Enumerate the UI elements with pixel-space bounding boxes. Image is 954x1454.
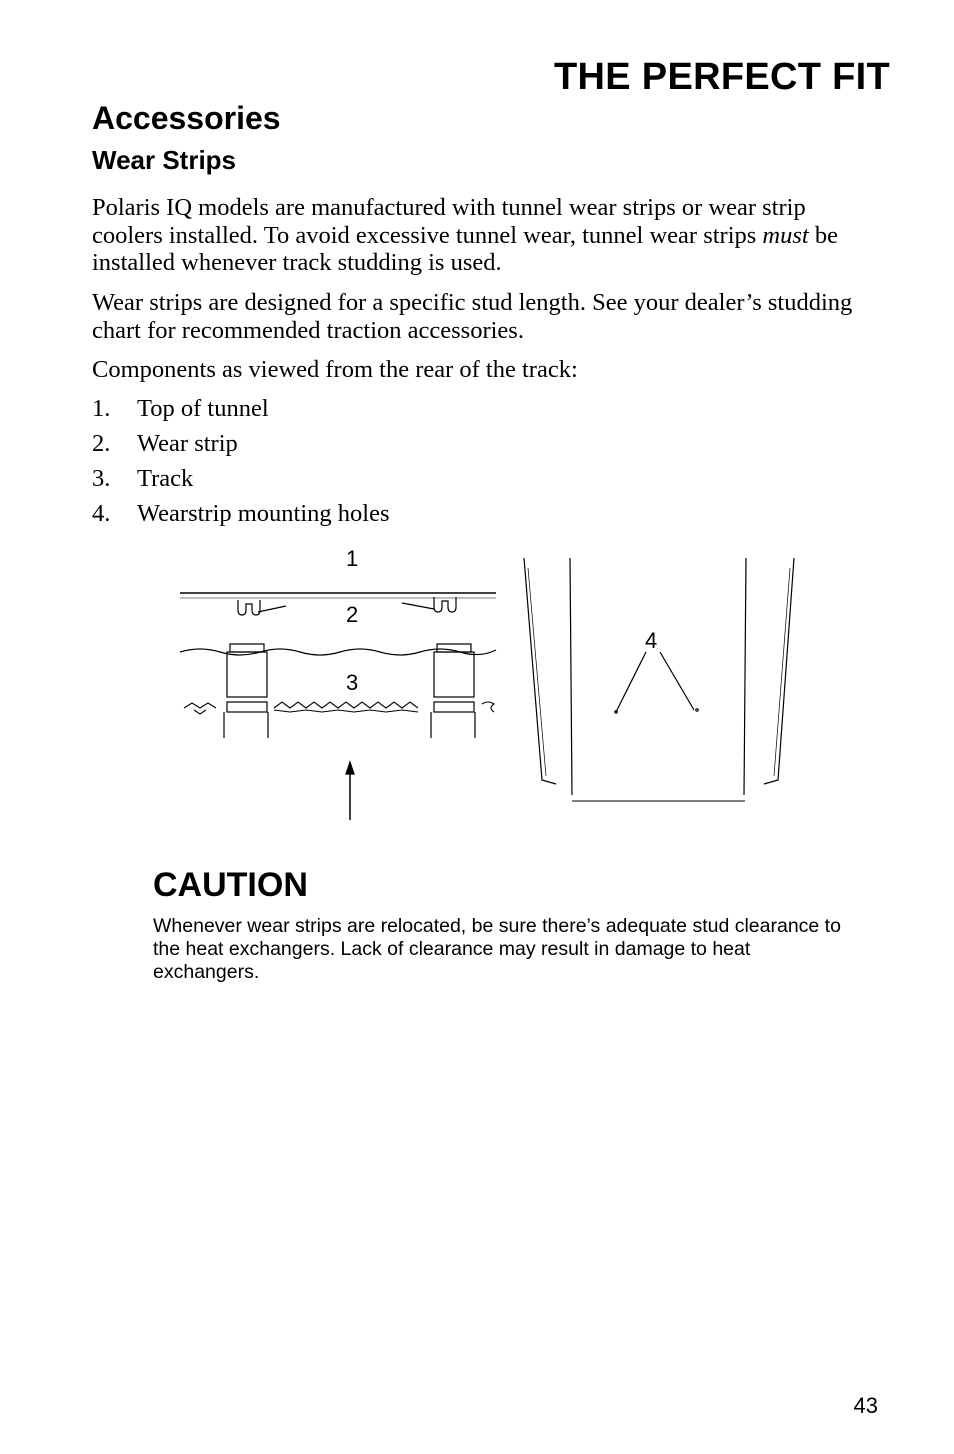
slide-rail-left-lower [227, 702, 267, 712]
list-label: Wear strip [137, 430, 238, 457]
list-number: 3. [92, 465, 111, 492]
caution-title: CAUTION [153, 866, 308, 904]
leader-right [402, 603, 434, 609]
callout-4-leader-left [616, 652, 646, 712]
slide-rail-left-cap [230, 644, 264, 652]
list-number: 1. [92, 395, 111, 422]
mounting-hole-right [696, 709, 698, 711]
list-label: Track [137, 465, 194, 492]
tunnel-panel-left [570, 558, 572, 795]
slide-rail-right [434, 652, 474, 697]
view-arrow-head [346, 762, 354, 774]
stud-length-paragraph: Wear strips are designed for a specific stud length. See your dealer’s studding chart for recommended traction accessories. [92, 289, 853, 344]
callout-3: 3 [346, 670, 359, 695]
wear-strip-mount-right [434, 597, 456, 612]
list-label: Top of tunnel [137, 395, 269, 422]
caution-text: Whenever wear strips are relocated, be sure there’s adequate stud clearance to the heat exchangers. Lack of clearance may result in damage to heat exchangers. [153, 915, 841, 983]
list-number: 2. [92, 430, 111, 457]
intro-text-end: be installed whenever track studding is used. [92, 221, 838, 276]
list-item [92, 464, 390, 499]
tunnel-right-outer [764, 558, 794, 784]
components-intro: Components as viewed from the rear of the track: [92, 356, 578, 383]
callout-4: 4 [645, 628, 658, 653]
diagram-svg [170, 540, 810, 840]
intro-text-start: Polaris IQ models are manufactured with tunnel wear strips or wear strip coolers installed. To avoid excessive tunnel wear, tunnel wear strips [92, 194, 806, 249]
list-item [92, 499, 390, 534]
subsection-title: Wear Strips [92, 145, 237, 175]
wear-strip-diagram [170, 540, 810, 840]
components-list [92, 394, 390, 534]
section-title: Accessories [92, 100, 281, 136]
list-number: 4. [92, 500, 111, 527]
page-number: 43 [853, 1393, 878, 1418]
wear-strip-mount-left [238, 600, 260, 615]
slide-rail-left [227, 652, 267, 697]
emphasis-must: must [762, 221, 809, 249]
list-item [92, 394, 390, 429]
callout-4-leader-right [660, 652, 694, 710]
callout-1: 1 [346, 546, 359, 571]
list-item [92, 429, 390, 464]
list-label: Wearstrip mounting holes [137, 500, 390, 527]
intro-paragraph [92, 194, 882, 277]
tunnel-right-inner [774, 568, 790, 776]
slide-rail-right-lower [434, 702, 474, 712]
callout-2: 2 [346, 602, 359, 627]
tunnel-left-outer [524, 558, 556, 784]
leader-left [258, 606, 286, 612]
tunnel-left-inner [528, 568, 546, 776]
chapter-title: THE PERFECT FIT [554, 56, 890, 98]
tunnel-panel-right [744, 558, 746, 795]
